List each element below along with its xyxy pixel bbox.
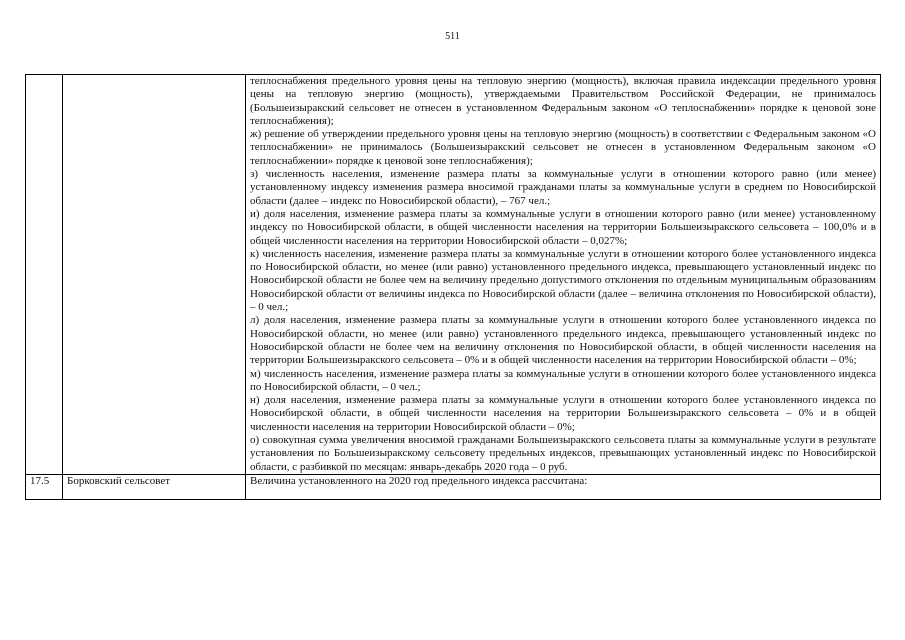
- paragraph-zh: ж) решение об утверждении предельного уровня цены на тепловую энергию (мощность) в соответствии с Федеральным законом «О теплоснабжении» не принималось (Большеизыракский сельсовет не отнесен в установленном Федеральным законом «О теплоснабжении» порядке к ценовой зоне теплоснабжения);: [250, 128, 876, 167]
- table-row: [26, 75, 881, 475]
- paragraph-z: з) численность населения, изменение размера платы за коммунальные услуги в отношении которого равно (или менее) установленному индексу изменения размера вносимой гражданами платы за коммунальные услуги в среднем по Новосибирской области (далее – индекс по Новосибирской области), – 767 чел.;: [250, 168, 876, 207]
- description-cell: [246, 75, 881, 475]
- paragraph-n: н) доля населения, изменение размера платы за коммунальные услуги в отношении которого более установленного индекса по Новосибирской области, в общей численности населения на территории Большеизыракского сельсовета – 0% и в общей численности населения на территории Новосибирской области – 0%;: [250, 394, 876, 433]
- paragraph-i: и) доля населения, изменение размера платы за коммунальные услуги в отношении которого равно (или менее) установленному индексу по Новосибирской области, в общей численности населения на территории Большеизыракского сельсовета – 100,0% и в общей численности населения на территории Новосибирской области – 0,027%;: [250, 207, 876, 247]
- row-number-cell: [26, 75, 63, 475]
- page-number: 511: [445, 31, 460, 42]
- municipality-name-cell: Борковский сельсовет: [63, 474, 246, 499]
- paragraph-l: л) доля населения, изменение размера платы за коммунальные услуги в отношении которого более установленного индекса по Новосибирской области, но менее (или равно) установленного предельного индекса, превышающего установленный индекс по Новосибирской области не более чем на величину отклонения по Новосибирской области, в общей численности населения на территории Большеизыракского сельсовета – 0% и в общей численности населения на территории Новосибирской области – 0%;: [250, 314, 876, 367]
- paragraph-m: м) численность населения, изменение размера платы за коммунальные услуги в отношении которого более установленного индекса по Новосибирской области, – 0 чел.;: [250, 367, 876, 393]
- paragraph-continuation: теплоснабжения предельного уровня цены на тепловую энергию (мощность), включая правила индексации предельного уровня цены на тепловую энергию (мощность), утверждаемыми Правительством Российской Федерации, не принималось (Большеизыракский сельсовет не отнесен в установленном Федеральным законом «О теплоснабжении» порядке к ценовой зоне теплоснабжения);: [250, 75, 876, 127]
- paragraph-k: к) численность населения, изменение размера платы за коммунальные услуги в отношении которого более установленного индекса по Новосибирской области, но менее (или равно) установленного предельного индекса, превышающего установленный индекс по Новосибирской области не более чем на величину предельно допустимого отклонения по отдельным муниципальным образованиям Новосибирской области от величины индекса по Новосибирской области (далее – величина отклонения по Новосибирской области), – 0 чел.;: [250, 247, 876, 314]
- table-row: [26, 474, 881, 499]
- municipality-index-table: [25, 74, 881, 500]
- paragraph-o: о) совокупная сумма увеличения вносимой гражданами Большеизыракского сельсовета платы за коммунальные услуги в результате установления по Большеизыракскому сельсовету предельных индексов, превышающих установленный индекс по Новосибирской области, с разбивкой по месяцам: январь-декабрь 2020 года – 0 руб.: [250, 434, 876, 473]
- municipality-name-cell: [63, 75, 246, 475]
- description-cell: Величина установленного на 2020 год предельного индекса рассчитана:: [246, 474, 881, 499]
- row-number-cell: 17.5: [26, 474, 63, 499]
